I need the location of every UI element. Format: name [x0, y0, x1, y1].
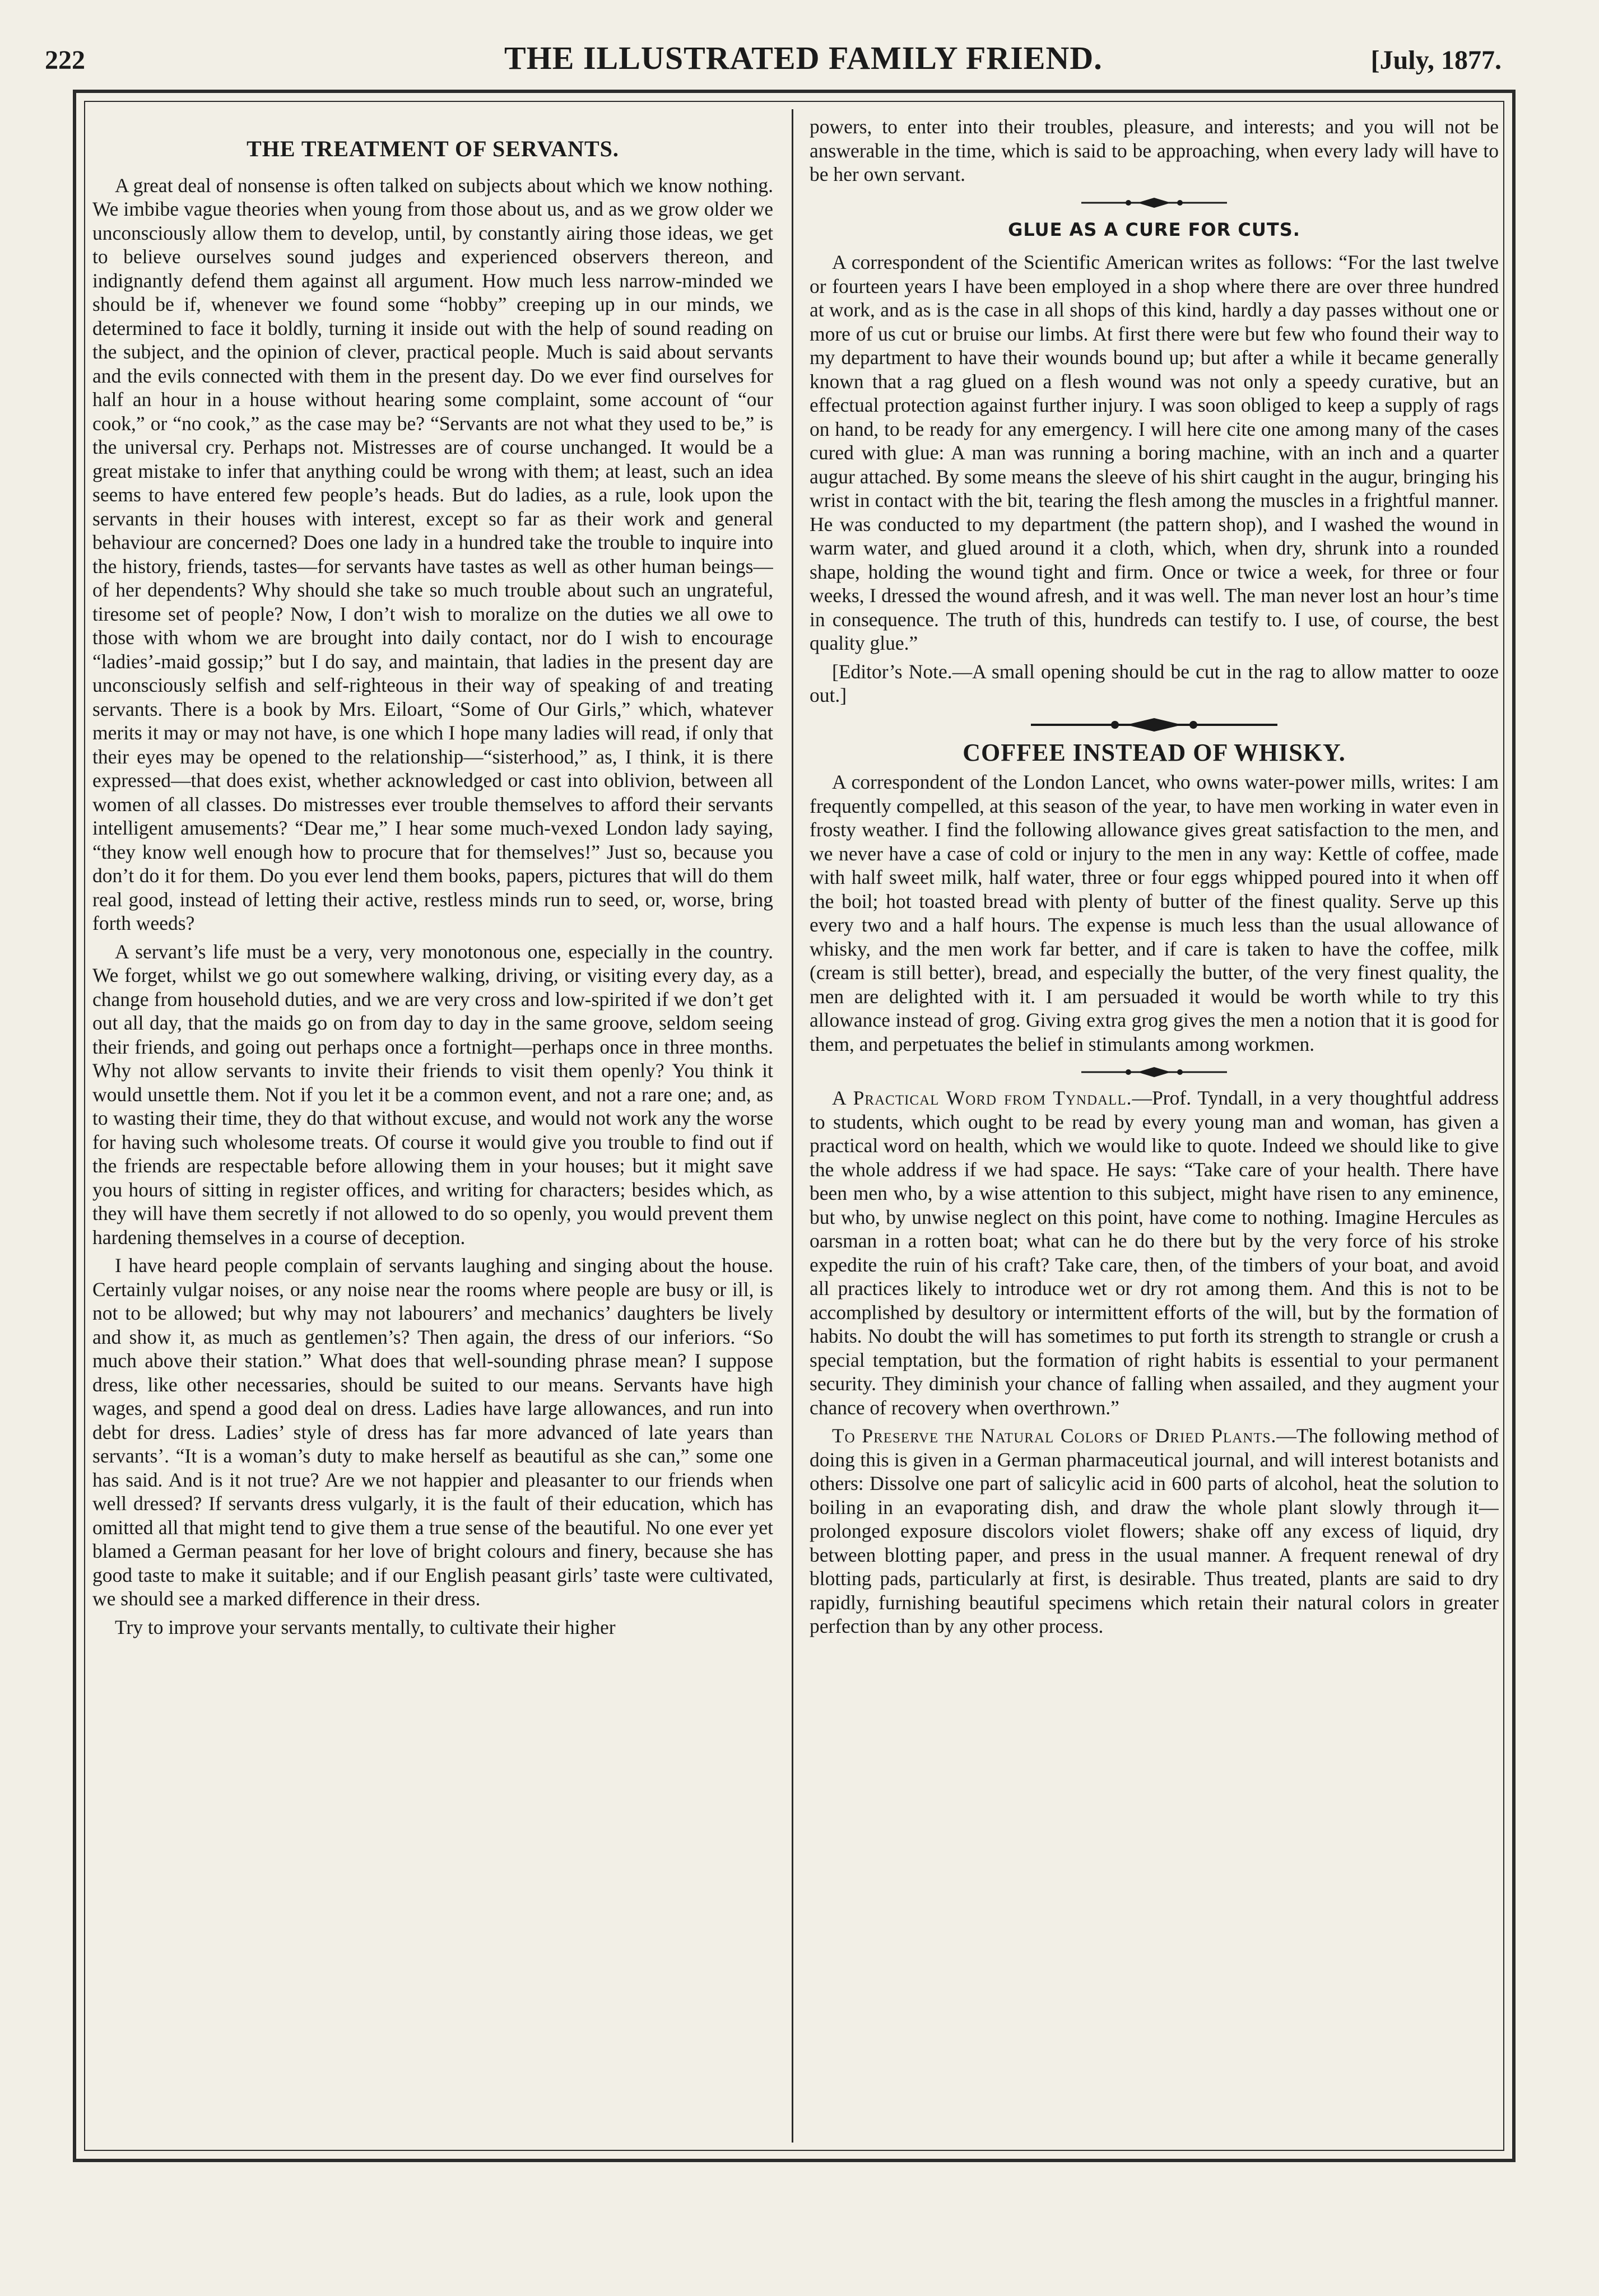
glue-heading: GLUE AS A CURE FOR CUTS.	[1008, 218, 1300, 240]
plants-lead: To Preserve the Natural Colors of Dried Plants.	[832, 1424, 1277, 1447]
right-column	[810, 115, 1499, 2140]
servants-heading: THE TREATMENT OF SERVANTS.	[247, 136, 619, 161]
section-ornament	[1070, 197, 1238, 209]
glue-paragraph-1: A correspondent of the Scientific American writes as follows: “For the last twelve or fourteen years I have been employed in a shop where there are over three hundred at work, and as is the case in all shops of this kind, hardly a day passes without one or more of us cut or bruise our limbs. At first there were but few who found their way to my department to have their wounds bound up; but after a while it became generally known that a rag glued on a flesh wound was not only a speedy curative, but an effectual protection against further injury. I was soon obliged to keep a supply of rags on hand, to be ready for any emergency. I will here cite one among many of the cases cured with glue: A man was running a boring machine, with an inch and a quarter augur attached. By some means the sleeve of his shirt caught in the augur, bringing his wrist in contact with the bit, tearing the flesh among the muscles in a frightful manner. He was conducted to my department (the pattern shop), and I washed the wound in warm water, and glued around it a cloth, which, when dry, shrunk into a rounded shape, holding the wound tight and firm. Once or twice a week, for three or four weeks, I dressed the wound afresh, and it was well. The man never lost an hour’s time in consequence. The truth of this, hundreds can testify to. I use, of course, the best quality glue.”	[810, 251, 1499, 654]
plants-body: —The following method of doing this is given in a German pharmaceutical journal, and will interest botanists and others: Dissolve one part of salicylic acid in 600 parts of alcohol, heat the solution to boiling in an evaporating dish, and draw the whole plant slowly through it—prolonged exposure discolors violet flowers; shake off any excess of liquid, dry between blotting paper, and press in the usual manner. A frequent renewal of dry blotting pads, particularly at first, is desirable. Thus treated, plants are said to dry rapidly, furnishing beautiful specimens which retain their natural colors in greater perfection than by any other process.	[810, 1424, 1499, 1637]
servants-paragraph-4: Try to improve your servants mentally, to cultivate their higher	[115, 1615, 616, 1638]
journal-title: THE ILLUSTRATED FAMILY FRIEND.	[504, 40, 1103, 76]
glue-editors-note: [Editor’s Note.—A small opening should be cut in the rag to allow matter to ooze out.]	[810, 660, 1499, 706]
tyndall-body: —Prof. Tyndall, in a very thoughtful address to students, which ought to be read by every young man and woman, has given a practical word on health, which we would like to quote. Indeed we should like to give the whole address if we had space. He says: “Take care of your health. There have been men who, by a wise attention to this subject, might have risen to any eminence, but who, by unwise neglect on this point, have come to nothing. Imagine Hercules as oarsman in a rotten boat; what can he do there but by the very force of his stroke expedite the ruin of his craft? Take care, then, of the timbers of your boat, and avoid all practices likely to introduce wet or dry rot among them. And this is not to be accomplished by desultory or intermittent efforts of the will, but by the formation of habits. No doubt the will has sometimes to put forth its strength to strangle or crush a special temptation, but the formation of right habits is essential to your permanent security. They diminish your chance of falling when assailed, and they augment your chance of recovery when overthrown.”	[810, 1087, 1499, 1419]
coffee-heading: COFFEE INSTEAD OF WHISKY.	[963, 738, 1346, 766]
issue-date: [July, 1877.	[1370, 45, 1502, 75]
page-number: 222	[45, 45, 85, 75]
servants-paragraph-1: A great deal of nonsense is often talked on subjects about which we know nothing. We imbibe vague theories when young from those about us, and as we grow older we unconsciously allow them to develop, until, by constantly airing those ideas, we get to believe ourselves sound judges and experienced observers thereon, and indignantly defend them against all argument. How much less narrow-minded we should be if, whenever we found some “hobby” creeping up in our minds, we determined to face it boldly, turning it inside out with the help of sound reading on the subject, and the opinion of clever, practical people. Much is said about servants and the evils connected with them in the present day. Do we ever find ourselves for half an hour in a house without hearing some complaint, some account of “our cook,” or “no cook,” as the case may be? “Servants are not what they used to be,” is the universal cry. Perhaps not. Mistresses are of course unchanged. It would be a great mistake to infer that anything could be wrong with them; at least, such an idea seems to have entered few people’s heads. But do ladies, as a rule, look upon the servants in their houses with interest, except so far as their work and general behaviour are concerned? Does one lady in a hundred take the trouble to inquire into the history, friends, tastes—for servants have tastes as well as other human beings—of her dependents? Why should she take so much trouble about such an ungrateful, tiresome set of people? Now, I don’t wish to moralize on the duties we all owe to those with whom we are brought into daily contact, nor do I wish to encourage “ladies’-maid gossip;” but I do say, and maintain, that ladies in the present day are unconsciously selfish and self-righteous in their way of speaking of and treating servants. There is a book by Mrs. Eiloart, “Some of Our Girls,” which, whatever merits it may or may not have, is one which I hope many ladies will read, if only that their eyes may be opened to the relationship—“sisterhood,” as, I think, it is there expressed—that does exist, whether acknowledged or cast into oblivion, between all women of all classes. Do mistresses ever trouble themselves to afford their servants intelligent amusements? “Dear me,” I hear some much-vexed London lady saying, “they know well enough how to procure that for themselves!” Just so, because you don’t do it for them. Do you ever lend them books, papers, pictures that will do them real good, instead of letting their active, restless minds run to seed, or, worse, bring forth weeds?	[92, 174, 773, 934]
left-column	[92, 115, 773, 2140]
coffee-paragraph-1: A correspondent of the London Lancet, who owns water-power mills, writes: I am frequently compelled, at this season of the year, to have men working in water even in frosty weather. I find the following allowance gives great satisfaction to the men, and we never have a case of cold or injury to the men in any way: Kettle of coffee, made with half sweet milk, half water, three or four eggs whipped poured into it when off the boil; hot toasted bread with plenty of butter of the finest quality. Serve up this every two and a half hours. The expense is much less than the usual allowance of whisky, and the men work far better, and if care is taken to have the coffee, milk (cream is still better), bread, and especially the butter, of the very finest quality, the men are delighted with it. I am persuaded it would be worth while to try this allowance instead of grog. Giving extra grog gives the men a notion that it is good for them, and perpetuates the belief in stimulants among workmen.	[810, 771, 1499, 1055]
section-ornament	[1025, 718, 1283, 732]
tyndall-paragraph	[810, 1086, 1499, 1419]
tyndall-lead: A Practical Word from Tyndall.	[832, 1087, 1132, 1109]
column-divider	[792, 109, 793, 2143]
section-ornament	[1070, 1066, 1238, 1078]
servants-paragraph-2: A servant’s life must be a very, very monotonous one, especially in the country. We forget, whilst we go out somewhere walking, driving, or visiting every day, as a change from household duties, and we are very cross and low-spirited if we don’t get out all day, that the maids go on from day to day in the same groove, seldom seeing their friends, and going out perhaps once a fortnight—perhaps once in three months. Why not allow servants to invite their friends to visit them openly? You think it would unsettle them. Not if you let it be a common event, and not a rare one; and, as to wasting their time, they do that without excuse, and would not work any the worse for having such wholesome treats. Of course it would give you trouble to find out if the friends are respectable before allowing them in your houses; but it might save you hours of sitting in register offices, and writing for characters; besides which, as they will have them secretly if not allowed to do so openly, you would prevent them hardening themselves in a course of deception.	[92, 940, 773, 1249]
servants-paragraph-continued: powers, to enter into their troubles, pleasure, and interests; and you will not be answerable in the time, which is said to be approaching, when every lady will have to be her own servant.	[810, 115, 1499, 185]
servants-paragraph-3: I have heard people complain of servants laughing and singing about the house. Certainly vulgar noises, or any noise near the rooms where people are busy or ill, is not to be allowed; but why may not labourers’ and mechanics’ daughters be lively and show it, as much as gentlemen’s? Then again, the dress of our inferiors. “So much above their station.” What does that well-sounding phrase mean? I suppose dress, like other necessaries, should be suited to our means. Servants have high wages, and spend a good deal on dress. Ladies have large allowances, and run into debt for dress. Ladies’ style of dress has far more advanced of late years than servants’. “It is a woman’s duty to make herself as beautiful as she can,” some one has said. And is it not true? Are we not happier and pleasanter to our friends when well dressed? If servants dress vulgarly, it is the fault of their education, which has omitted all that might tend to give them a true sense of the beautiful. No one ever yet blamed a German peasant for her love of bright colours and finery, because she has good taste to make it suitable; and if our English peasant girls’ taste were cultivated, we should see a marked difference in their dress.	[92, 1254, 773, 1610]
plants-paragraph	[810, 1424, 1499, 1638]
running-head	[45, 39, 1502, 84]
